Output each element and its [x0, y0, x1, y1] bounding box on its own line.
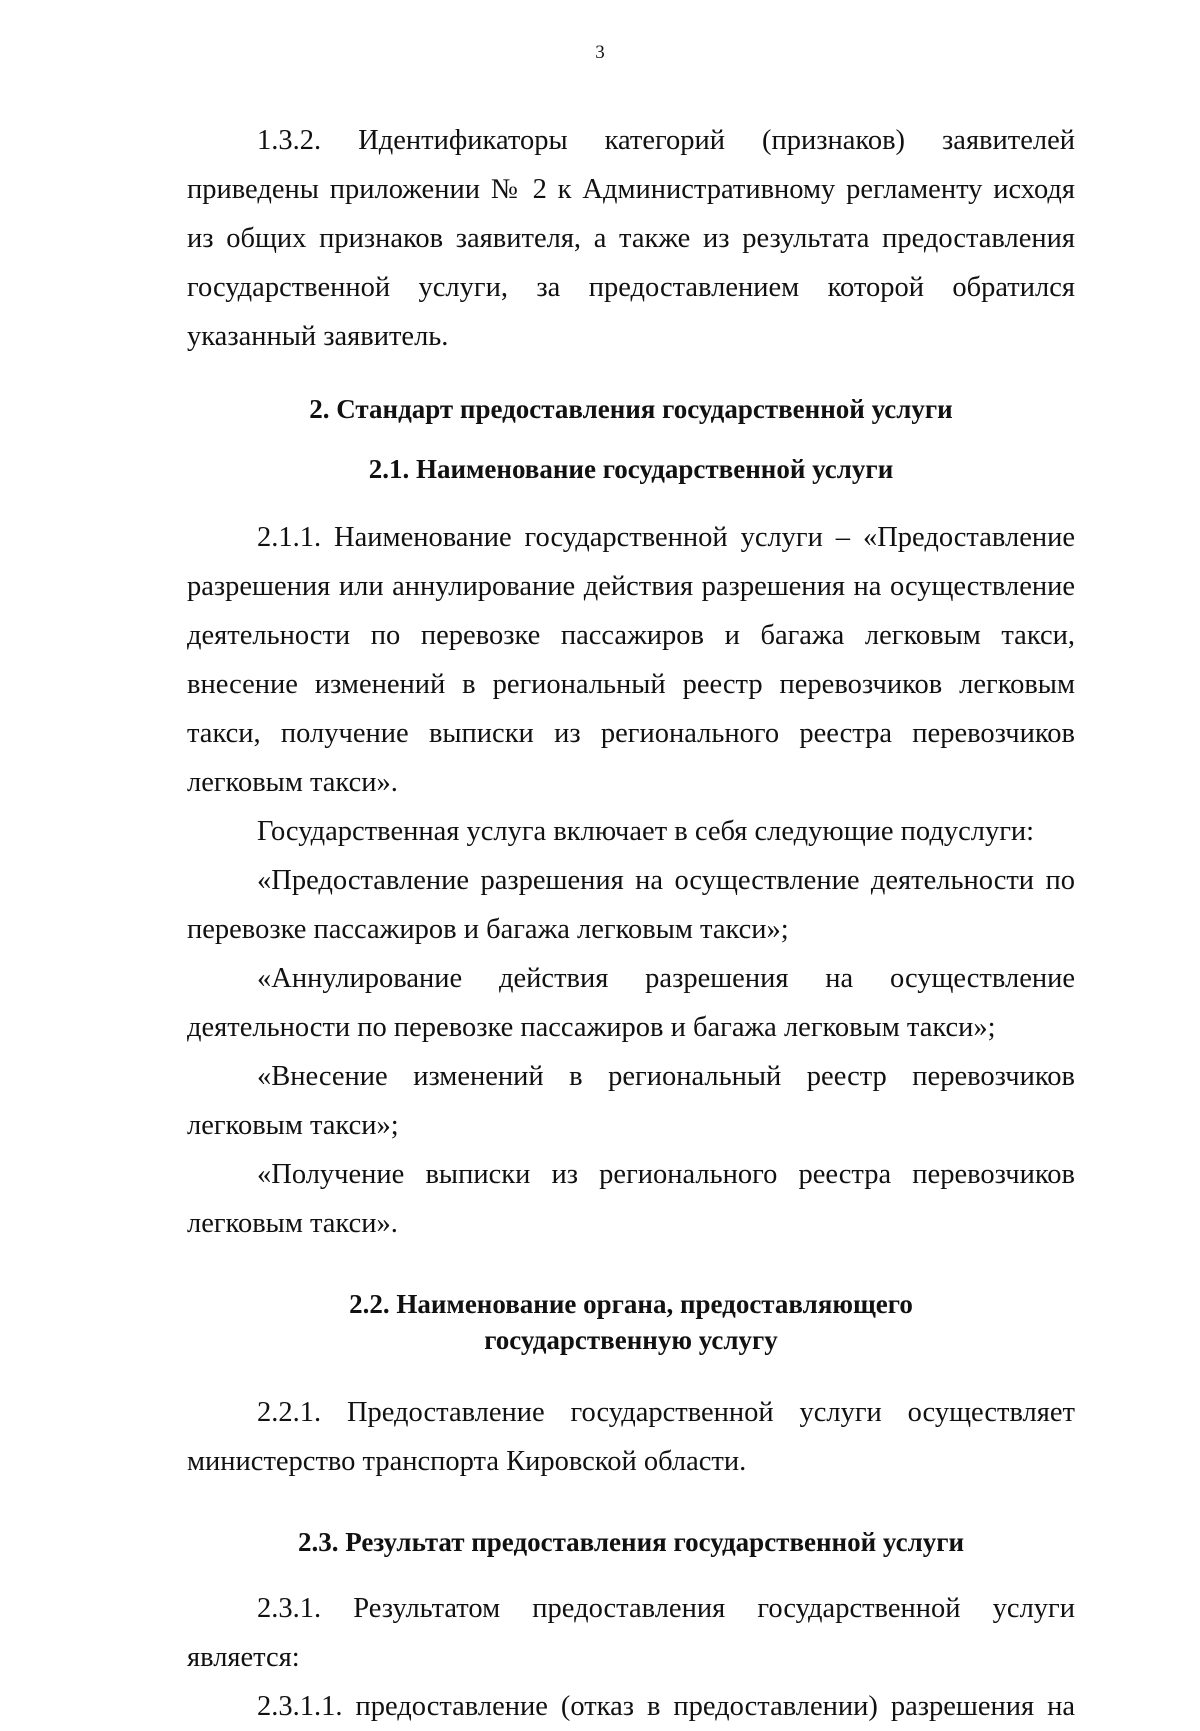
paragraph-2-3-1: 2.3.1. Результатом предоставления государственной услуги является: — [187, 1593, 1075, 1673]
paragraph-2-3-1-1: 2.3.1.1. предоставление (отказ в предоставлении) разрешения на — [257, 1691, 1075, 1722]
section-heading-2-2-line1: 2.2. Наименование органа, предоставляющего — [349, 1289, 913, 1319]
paragraph-2-1-1: 2.1.1. Наименование государственной услуги – «Предоставление разрешения или аннулирование действия разрешения на осуществление деятельности по перевозке пассажиров и багажа легковым такси, внесение изменений в региональный реестр перевозчиков легковым такси, получение выписки из регионального реестра перевозчиков легковым такси». — [187, 522, 1075, 798]
section-heading-2-2 — [187, 1286, 1075, 1358]
section-heading-2: 2. Стандарт предоставления государственной услуги — [309, 394, 953, 424]
paragraph-subservice-3: «Внесение изменений в региональный реестр перевозчиков легковым такси»; — [187, 1061, 1075, 1141]
section-heading-2-3: 2.3. Результат предоставления государственной услуги — [297, 1527, 965, 1557]
paragraph-subservice-4: «Получение выписки из регионального реестра перевозчиков легковым такси». — [187, 1159, 1075, 1239]
paragraph-1-3-2: 1.3.2. Идентификаторы категорий (признаков) заявителей приведены приложении № 2 к Административному регламенту исходя из общих признаков заявителя, а также из результата предоставления государственной услуги, за предоставлением которой обратился указанный заявитель. — [187, 125, 1075, 352]
paragraph-2-2-1: 2.2.1. Предоставление государственной услуги осуществляет министерство транспорта Кировской области. — [187, 1397, 1075, 1477]
page-number: 3 — [595, 42, 605, 63]
document-body — [187, 116, 1075, 1731]
paragraph-subservice-2: «Аннулирование действия разрешения на осуществление деятельности по перевозке пассажиров и багажа легковым такси»; — [187, 963, 1075, 1043]
section-heading-2-2-line2: государственную услугу — [484, 1325, 778, 1355]
paragraph-subservices-intro: Государственная услуга включает в себя следующие подуслуги: — [257, 816, 1035, 847]
section-heading-2-1: 2.1. Наименование государственной услуги — [368, 454, 894, 484]
paragraph-subservice-1: «Предоставление разрешения на осуществление деятельности по перевозке пассажиров и багажа легковым такси»; — [187, 865, 1075, 945]
